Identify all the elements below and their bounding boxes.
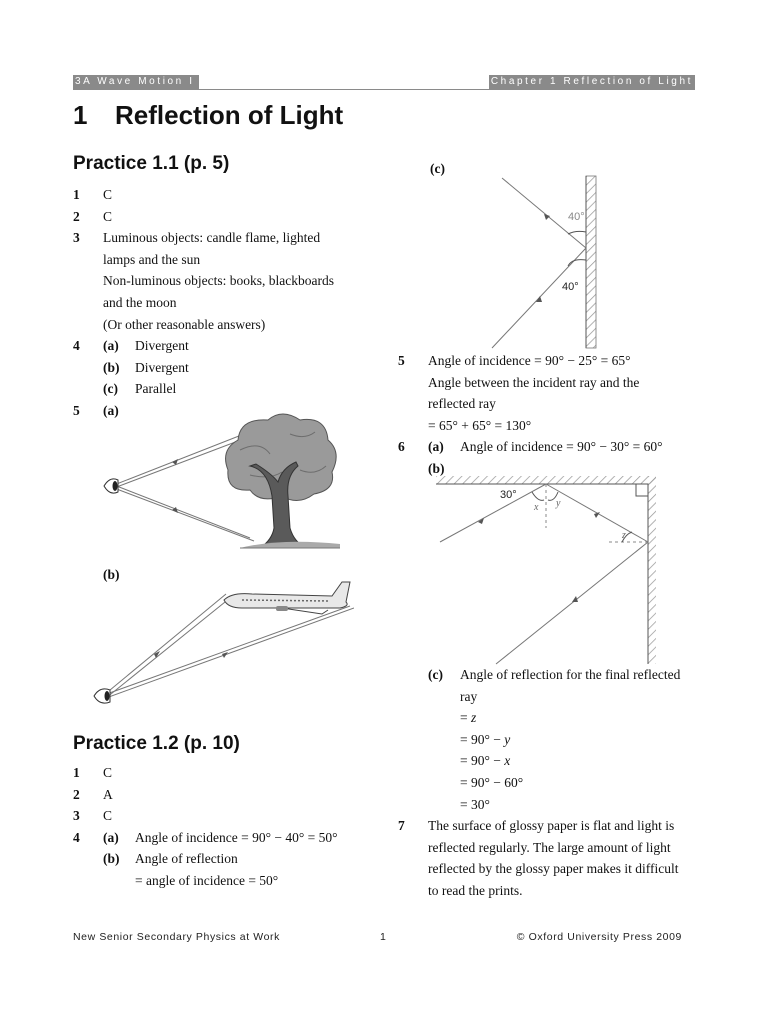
answer-text: The surface of glossy paper is flat and light is — [428, 818, 675, 834]
practice-1-2-section — [73, 730, 363, 892]
answer-line: lamps and the sun — [103, 251, 201, 267]
answer-text: Divergent — [135, 338, 189, 354]
question-number: 1 — [73, 187, 80, 202]
answer-text: Angle of incidence = 90° − 40° = 50° — [135, 829, 338, 845]
answer-row — [73, 762, 363, 784]
mirror-figure-c — [480, 172, 610, 350]
part-label: (a) — [428, 439, 444, 455]
header-chapter-label: Chapter 1 Reflection of Light — [490, 76, 693, 87]
answer-line: to read the prints. — [428, 882, 523, 898]
question-number: 7 — [398, 818, 405, 834]
answer-row — [73, 378, 363, 400]
answer-text: C — [103, 765, 113, 780]
answer-row — [73, 335, 363, 357]
answer-row — [73, 357, 363, 379]
question-number: 5 — [73, 402, 80, 418]
answer-text: Angle of reflection — [135, 851, 238, 867]
answer-line: reflected ray — [428, 396, 496, 412]
answer-row — [73, 784, 363, 806]
part-label: (b) — [428, 460, 445, 476]
answer-line: = 30° — [460, 796, 490, 812]
angle-x-label: x — [534, 502, 539, 513]
header-section-label: 3A Wave Motion I — [73, 75, 199, 89]
answer-line — [398, 750, 698, 772]
answer-line — [398, 729, 698, 751]
answer-line — [398, 707, 698, 729]
header-rule — [73, 89, 695, 90]
right-c-label-wrap — [430, 158, 445, 180]
answer-row — [73, 848, 363, 870]
question-number: 1 — [73, 765, 80, 780]
answer-text: Luminous objects: candle flame, lighted — [103, 230, 321, 246]
answer-row — [73, 805, 363, 827]
answer-text: Angle of incidence = 90° − 25° = 65° — [428, 353, 631, 368]
answer-line: = 65° + 65° = 130° — [428, 417, 532, 433]
question-number: 5 — [398, 353, 405, 368]
answer-row — [398, 350, 698, 372]
footer-copyright: © Oxford University Press 2009 — [516, 931, 682, 943]
chapter-number: 1 — [73, 100, 88, 130]
equation-prefix: = — [460, 710, 471, 726]
question-number: 3 — [73, 230, 80, 246]
part-label: (c) — [428, 667, 443, 682]
answer-line: Angle between the incident ray and the — [428, 374, 640, 390]
question-number: 6 — [398, 439, 405, 455]
answer-text: C — [103, 187, 113, 202]
question-number: 4 — [73, 829, 80, 845]
answer-line: = 90° − 60° — [460, 774, 524, 790]
answer-row — [398, 436, 698, 458]
practice-1-2-heading: Practice 1.2 (p. 10) — [73, 733, 240, 754]
right-column-q6c-q7 — [398, 664, 698, 902]
question-number: 4 — [73, 338, 80, 354]
answer-row — [73, 206, 363, 228]
answer-text: Angle of incidence = 90° − 30° = 60° — [460, 439, 663, 455]
answer-line: Non-luminous objects: books, blackboards — [103, 273, 334, 289]
answer-row — [398, 815, 698, 837]
practice-1-1-heading: Practice 1.1 (p. 5) — [73, 153, 230, 174]
equation-prefix: = 90° − — [460, 731, 505, 747]
angle-z-label: z — [622, 530, 626, 541]
answer-text: C — [103, 808, 113, 824]
answer-text: Divergent — [135, 359, 189, 375]
chapter-title — [73, 100, 343, 131]
answer-text: Parallel — [135, 381, 177, 397]
answer-row — [73, 184, 363, 206]
left-column — [73, 150, 363, 422]
answer-text: A — [103, 786, 113, 802]
answer-line: (Or other reasonable answers) — [103, 316, 266, 332]
angle-30-label: 30° — [500, 489, 517, 501]
footer-book-title: New Senior Secondary Physics at Work — [73, 931, 280, 943]
answer-line: ray — [460, 688, 478, 704]
answer-line: reflected regularly. The large amount of light — [428, 839, 671, 855]
angle-label-top: 40° — [568, 211, 585, 223]
angle-y-label: y — [556, 498, 561, 509]
answer-line: = angle of incidence = 50° — [135, 872, 279, 888]
footer-page-number: 1 — [380, 931, 387, 943]
answer-row — [73, 227, 363, 249]
question-number: 3 — [73, 808, 80, 824]
right-column-q5-q6 — [398, 350, 698, 480]
answer-text: Angle of reflection for the final reflected — [460, 667, 681, 682]
equation-prefix: = 90° − — [460, 753, 505, 769]
question-number: 2 — [73, 786, 80, 802]
part-label: (b) — [103, 359, 120, 375]
eye-airplane-figure — [92, 578, 354, 708]
chapter-title-text: Reflection of Light — [115, 100, 344, 130]
equation-variable: x — [504, 753, 511, 769]
eye-tree-figure — [100, 410, 340, 560]
answer-line: reflected by the glossy paper makes it difficult — [428, 861, 679, 877]
answer-line: and the moon — [103, 294, 177, 310]
answer-row — [398, 664, 698, 686]
question-number: 2 — [73, 208, 80, 224]
answer-row — [73, 827, 363, 849]
part-label: (a) — [103, 829, 119, 845]
part-label: (b) — [103, 851, 120, 867]
two-mirrors-figure — [436, 476, 658, 666]
part-label: (c) — [430, 161, 445, 176]
part-label: (b) — [103, 567, 120, 582]
angle-label-bottom: 40° — [562, 281, 579, 293]
equation-variable: z — [471, 710, 477, 726]
part-label: (a) — [103, 402, 119, 418]
answer-text: C — [103, 208, 113, 224]
part-label: (c) — [103, 381, 118, 397]
equation-variable: y — [504, 731, 511, 747]
part-label: (a) — [103, 338, 119, 354]
